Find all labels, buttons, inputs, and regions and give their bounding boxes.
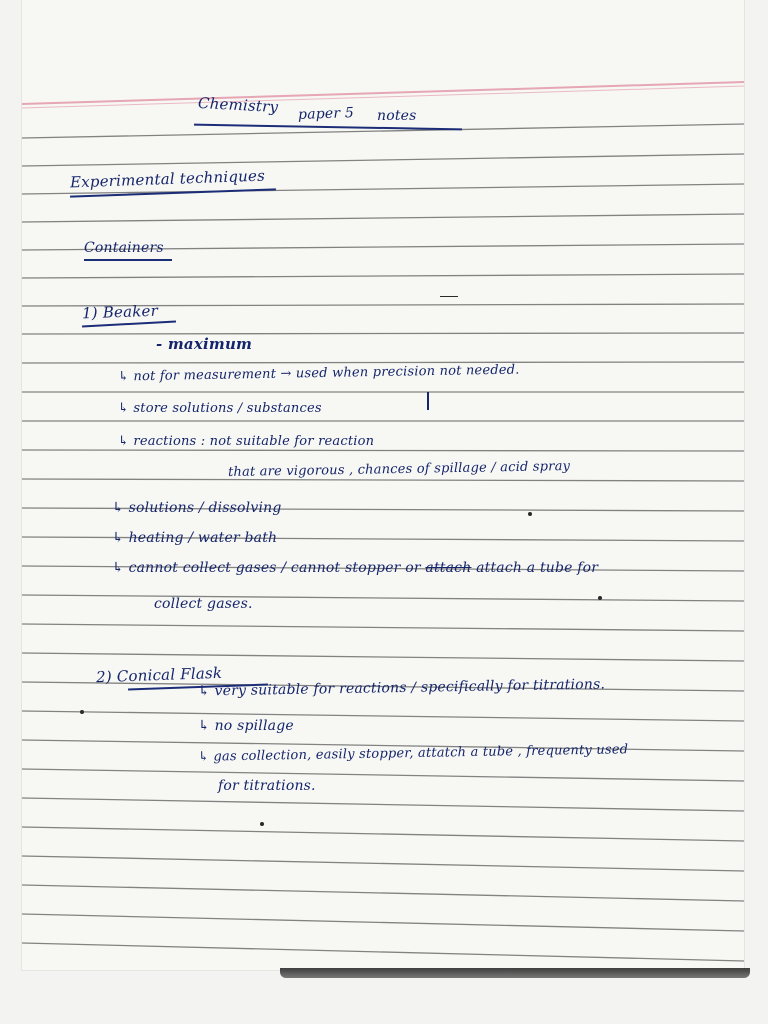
page-edge-shadow	[280, 968, 750, 978]
beaker-point-6-b: attach a tube for	[476, 560, 599, 576]
ink-dash	[440, 296, 458, 297]
ink-dot	[260, 822, 264, 826]
notebook-page	[22, 0, 744, 970]
subheading-underline	[84, 259, 172, 261]
ink-dot	[598, 596, 602, 600]
ink-dot	[80, 710, 84, 714]
beaker-point-5: ↳ heating / water bath	[112, 530, 278, 546]
ruled-lines	[22, 0, 744, 970]
ink-dot	[528, 512, 532, 516]
beaker-point-4: ↳ solutions / dissolving	[112, 500, 282, 516]
beaker-point-6-a: ↳ cannot collect gases / cannot stopper or	[112, 560, 421, 576]
beaker-point-1: ↳ not for measurement → used when precision not needed.	[117, 362, 520, 385]
section-heading: Experimental techniques	[69, 166, 266, 192]
ink-tick	[427, 392, 429, 410]
beaker-point-3-cont: that are vigorous , chances of spillage / acid spray	[227, 459, 571, 480]
item2-title: 2) Conical Flask	[95, 663, 223, 687]
beaker-point-6-cont: collect gases.	[154, 596, 253, 612]
flask-point-3: ↳ gas collection, easily stopper, attatch a tube , frequenty used	[197, 742, 629, 765]
flask-point-1: ↳ very suitable for reactions / specifically for titrations.	[197, 676, 606, 700]
beaker-point-6-strike: attach	[425, 560, 472, 576]
flask-point-3-cont: for titrations.	[218, 778, 316, 794]
beaker-point-2: ↳ store solutions / substances	[118, 401, 322, 416]
title-notes: notes	[377, 108, 417, 124]
beaker-point-6	[112, 560, 598, 576]
beaker-point-3: ↳ reactions : not suitable for reaction	[118, 434, 375, 449]
subheading-containers: Containers	[84, 240, 164, 256]
title-chemistry: Chemistry	[197, 93, 279, 117]
flask-point-2: ↳ no spillage	[198, 718, 294, 734]
item1-title: 1) Beaker	[81, 301, 159, 323]
item1-sub: - maximum	[156, 335, 253, 353]
title-paper: paper 5	[297, 105, 355, 123]
